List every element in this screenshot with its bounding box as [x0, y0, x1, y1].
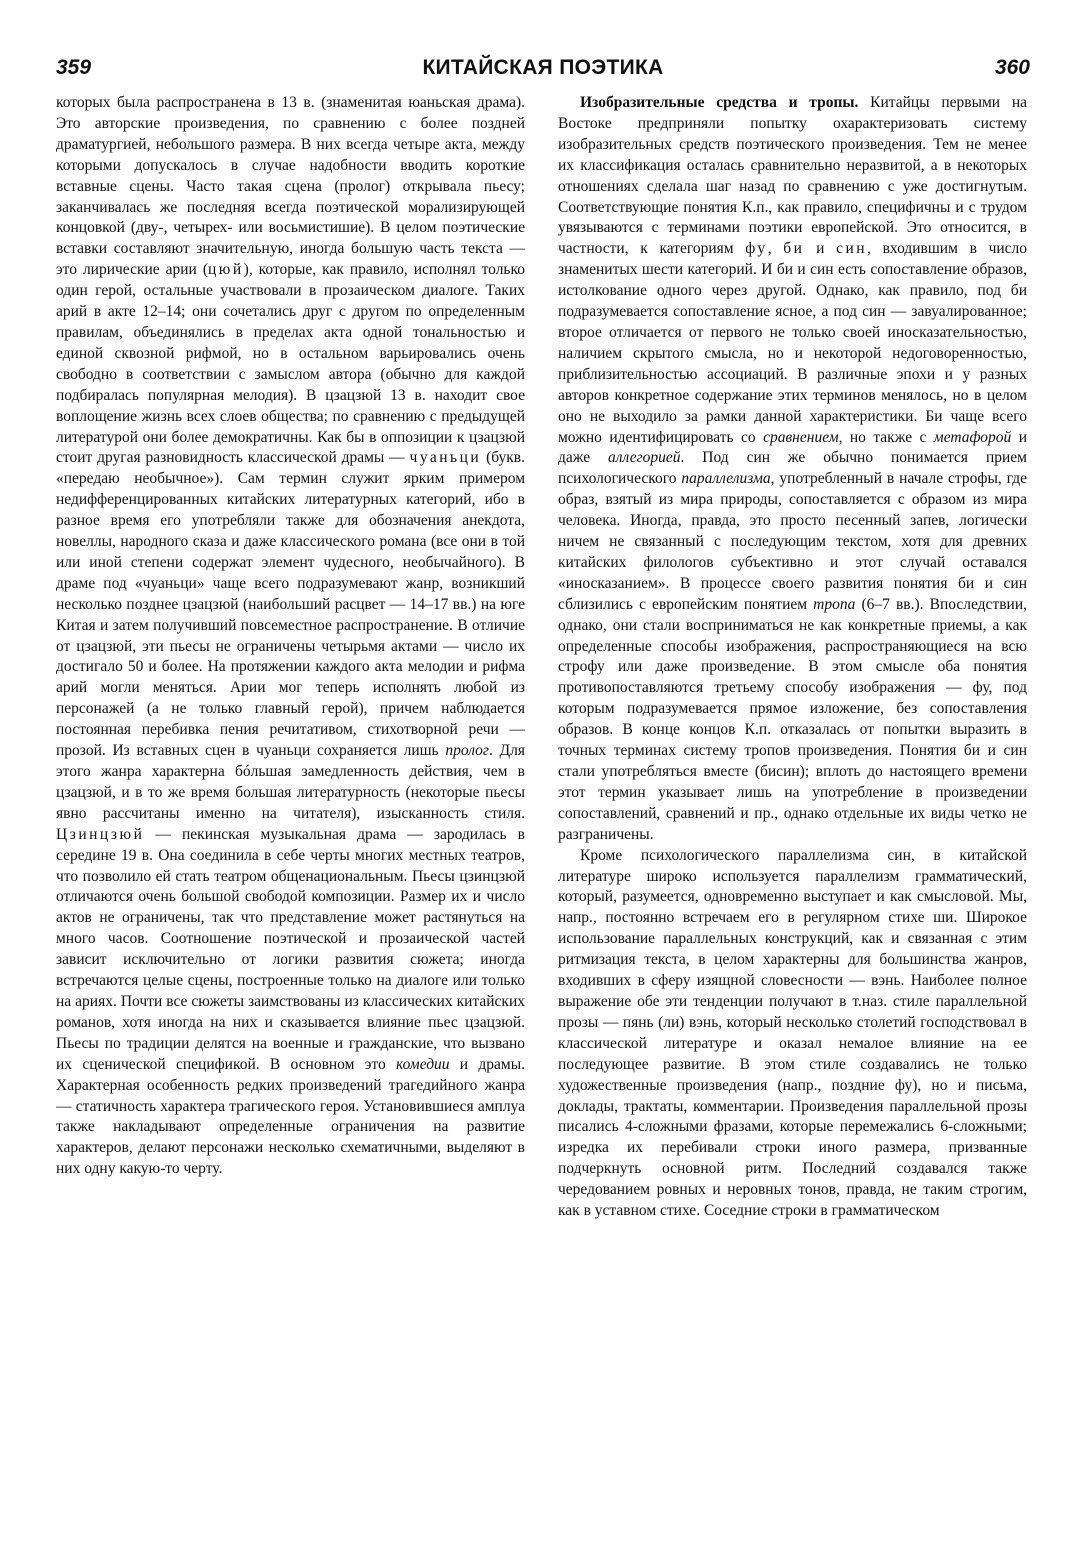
term-tszinjui: Цзинцзюй	[56, 825, 145, 843]
term-sravnenie: сравнением	[763, 428, 839, 446]
left-paragraph	[56, 93, 525, 1180]
text-run: которых была распространена в 13 в. (знаменитая юаньская драма). Это авторские произведения, по сравнению с более поздней драматургией, небольшого размера. В них всегда четыре акта, между которыми допускалось в случае надобности вводить короткие вставные сцены. Часто такая сцена (пролог) открывала пьесу; заканчивалась же последняя всегда поэтической морализирующей концовкой (дву-, четырех- или восьмистишие). В целом поэтические вставки составляют значительную, иногда большую часть текста — это лирические арии (	[56, 94, 525, 279]
term-chuanqi: чуаньци	[409, 449, 482, 467]
text-run: и даже	[558, 428, 1027, 467]
term-prolog: пролог	[445, 742, 489, 760]
term-bi: би	[783, 240, 805, 258]
right-column	[558, 93, 1027, 1548]
left-column	[56, 93, 525, 1548]
term-tsyui: цюй	[207, 261, 244, 279]
section-heading: Изобразительные средства и тропы.	[580, 94, 859, 111]
page-number-left: 359	[56, 56, 92, 79]
text-run: , входившим в число знаменитых шести категорий. И би и син есть сопоставление образов, истолкование одного через другой. Однако, как правило, под би подразумевается сопоставление ясное, а под син — завуалированное; второе отличается от первого не только своей иносказательностью, наличием скрытого смысла, но и некоторой недоговоренностью, приблизительностью ассоциаций. В различные эпохи и у разных авторов конкретное содержание этих терминов менялось, но в целом оно не выходило за рамки данной характеристики. Би чаще всего можно идентифицировать со	[558, 240, 1027, 446]
term-komedii: комедии	[395, 1055, 450, 1073]
text-run: . Для этого жанра характерна бóльшая замедленность действия, чем в цзацзюй, и в то же время большая литературность (некоторые пьесы явно рассчитаны именно на читателя), изысканность стиля.	[56, 742, 525, 822]
term-metafora: метафорой	[933, 428, 1012, 446]
text-run: (букв. «передаю необычное»). Сам термин служит ярким примером недифференцированных китайских литературных категорий, ибо в разное время его употребляли также для обозначения анекдота, новеллы, народного сказа и даже классического романа (все они в той или иной степени содержат элемент чудесного, необычайного). В драме под «чуаньци» чаще всего подразумевают жанр, возникший несколько позднее цзацзюй (наибольший расцвет — 14–17 вв.) на юге Китая и затем получивший повсеместное распространение. В отличие от цзацзюй, эти пьесы не ограничены четырьмя актами — число их достигало 50 и более. На протяжении каждого акта мелодии и рифма арий могли меняться. Арии мог теперь исполнять любой из персонажей (а не только главный герой), причем наблюдается постоянная перебивка пения речитативом, стихотворной речи — прозой. Из вставных сцен в чуаньци сохраняется лишь	[56, 449, 525, 760]
term-fu: фу	[745, 240, 768, 258]
text-run: ), которые, как правило, исполнял только один герой, остальные участвовали в прозаическом диалоге. Таких арий в акте 12–14; они сочетались друг с другом по определенным правилам, объединялись в пределах акта одной тональностью и единой сквозной рифмой, но в остальном варьировались очень свободно в соответствии с замыслом автора (обычно для каждой подбиралась популярная мелодия). В цзацзюй 13 в. находит свое воплощение жизнь всех слоев общества; по сравнению с предыдущей литературой они более демократичны. Как бы в оппозиции к цзацзюй стоит другая разновидность классической драмы —	[56, 261, 525, 467]
right-paragraph-2: Кроме психологического параллелизма син, в китайской литературе широко используется параллелизм грамматический, который, разумеется, одновременно выступает и как смысловой. Мы, напр., постоянно встречаем его в регулярном стихе ши. Широкое использование параллельных конструкций, как и связанная с этим ритмизация текста, в целом характерны для большинства жанров, входивших в сферу изящной словесности — вэнь. Наиболее полное выражение обе эти тенденции получают в т.наз. стиле параллельной прозы — пянь (ли) вэнь, который несколько столетий господствовал в классической литературе и оказал немалое влияние на ее последующее развитие. В этом стиле создавались не только художественные произведения (напр., поздние фу), но и письма, доклады, трактаты, комментарии. Произведения параллельной прозы писались 4-сложными фразами, которые перемежались 6-сложными; изредка их перебивали строки иного размера, призванные подчеркнуть основной ритм. Последний создавался также чередованием ровных и неровных тонов, правда, не таким строгим, как в уставном стихе. Соседние строки в грамматическом	[558, 846, 1027, 1220]
term-tropa: тропа	[813, 595, 856, 613]
page-number-right: 360	[994, 56, 1030, 79]
text-run: ,	[767, 240, 784, 258]
term-allegoriya: аллегорией	[608, 449, 681, 467]
text-run: — пекинская музыкальная драма — зародилась в середине 19 в. Она соединила в себе черты многих местных театров, что позволило ей стать театром общенациональным. Пьесы цзинцзюй отличаются очень большой свободой композиции. Размер их и число актов не ограничены, так что представление может растянуться на много часов. Соотношение поэтической и прозаической частей зависит исключительно от логики развития сюжета; иногда встречаются целые сцены, построенные только на диалоге или только на ариях. Почти все сюжеты заимствованы из классических китайских романов, хотя иногда на них и сказывается влияние пьес цзацзюй. Пьесы по традиции делятся на военные и гражданские, что вызвано их сценической спецификой. В основном это	[56, 825, 525, 1073]
term-sin: син	[836, 240, 868, 258]
term-parallelizm: параллелизма	[681, 470, 771, 488]
text-run: Китайцы первыми на Востоке предприняли попытку охарактеризовать систему изобразительных средств поэтического произведения. Тем не менее их классификация осталась сравнительно неразвитой, а в некоторых отношениях сделала шаг назад по сравнению с уже достигнутым. Соответствующие понятия К.п., как правило, специфичны и с трудом увязываются с терминами поэтики европейской. Это относится, в частности, к категориям	[558, 94, 1027, 258]
right-paragraph-1	[558, 93, 1027, 846]
running-title: КИТАЙСКАЯ ПОЭТИКА	[422, 56, 664, 79]
text-run: , употребленный в начале строфы, где образ, взятый из мира природы, сопоставляется с образом из мира человека. Иногда, правда, это просто песенный запев, логически ничем не связанный с последующим текстом, хотя для древних китайских филологов субъективно и этот случай оставался «иносказанием». В процессе своего развития понятия би и син сблизились с европейским понятием	[558, 470, 1027, 613]
text-run: и драмы. Характерная особенность редких произведений трагедийного жанра — статичность характера трагического героя. Установившиеся амплуа также накладывают определенные ограничения на развитие характеров, делают персонажи несколько схематичными, выделяют в них одну какую-то черту.	[56, 1055, 525, 1178]
text-run: , но также с	[838, 428, 934, 446]
text-run: . Под син же обычно понимается прием психологического	[558, 449, 1027, 488]
text-run: (6–7 вв.). Впоследствии, однако, они стали восприниматься не как конкретные приемы, а как определенные способы изображения, распространяющиеся на всю строфу или даже произведение. В этом смысле оба понятия противопоставляются третьему способу изображения — фу, под которым подразумевается прямое изложение, без сопоставления образов. В конце концов К.п. отказалась от попытки выразить в точных терминах систему тропов произведения. Понятия би и син стали употребляться вместе (бисин); вплоть до настоящего времени этот термин указывает лишь на употребление в произведении сопоставлений, сравнений и пр., однако отдельные их виды четко не разграничены.	[558, 595, 1027, 843]
page-header	[56, 56, 1030, 90]
text-run: и	[804, 240, 837, 258]
